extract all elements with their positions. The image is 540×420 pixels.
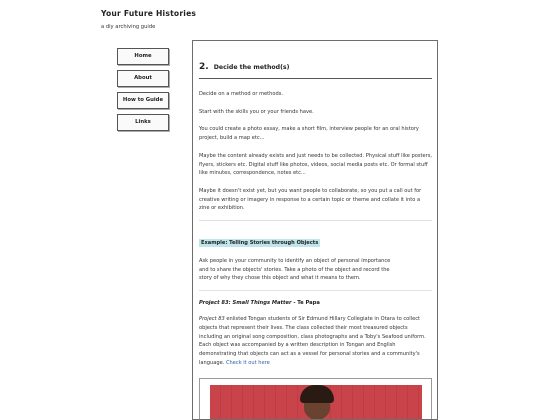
example-line: and to share the objects' stories. Take a photo of the object and record the <box>199 266 390 273</box>
section-heading <box>199 54 432 79</box>
sidebar-nav <box>117 48 169 136</box>
example-line: Ask people in your community to identify an object of personal importance <box>199 258 391 265</box>
paragraph: Decide on a method or methods. <box>199 91 284 97</box>
content-panel[interactable] <box>192 40 438 420</box>
nav-about-button[interactable]: About <box>117 70 169 87</box>
nav-links-button[interactable]: Links <box>117 114 169 131</box>
project-photo-frame <box>199 378 432 420</box>
nav-home-button[interactable]: Home <box>117 48 169 65</box>
site-title[interactable]: Your Future Histories <box>101 9 197 18</box>
example-line: story of why they chose this object and what it means to them. <box>199 275 361 282</box>
example-text <box>199 257 432 283</box>
paragraph: Start with the skills you or your friends have. <box>199 108 314 115</box>
example-highlight: Example: Telling Stories through Objects <box>201 240 319 247</box>
check-it-out-link[interactable]: Check it out here <box>225 359 270 366</box>
project-title-rest: - Te Papa <box>291 300 320 307</box>
project-title <box>199 300 432 306</box>
project-desc-text: enlisted Tongan students of Sir Edmund Hillary Collegiate in Otara to collect objects that represent their lives. The class collected their most treasured objects including an original song composition, class photographs and a Toby's Seafood uniform. Each object was accompanied by a written description in Tongan and English demonstrating that objects can act as a vessel for personal stories and a community's language. <box>199 316 426 366</box>
photo-subject-hair <box>300 385 334 403</box>
nav-how-to-guide-button[interactable]: How to Guide <box>117 92 169 109</box>
project-description <box>199 315 432 367</box>
paragraph: Maybe the content already exists and just needs to be collected. Physical stuff like posters, flyers, stickers etc. Digital stuff like photos, videos, social media posts etc. Or formal stuff like minutes, correspondence, notes etc... <box>199 152 432 177</box>
project-name: Project 83 <box>199 316 225 323</box>
divider <box>199 220 432 221</box>
student-photo <box>210 385 422 420</box>
paragraph: Maybe it doesn't exist yet, but you want people to collaborate, so you put a call out for creative writing or imagery in response to a certain topic or theme and collate it into a zine or exhibition. <box>199 187 422 212</box>
content-body <box>199 41 432 420</box>
project-title-italic: Project 83: Small Things Matter <box>199 300 292 307</box>
divider <box>199 290 432 291</box>
paragraph: You could create a photo essay, make a short film, interview people for an oral history project, build a map etc... <box>199 126 419 142</box>
example-label <box>199 229 432 248</box>
site-tagline: a diy archiving guide <box>101 24 156 30</box>
section-number: 2. <box>199 62 209 72</box>
section-title: Decide the method(s) <box>213 64 290 71</box>
